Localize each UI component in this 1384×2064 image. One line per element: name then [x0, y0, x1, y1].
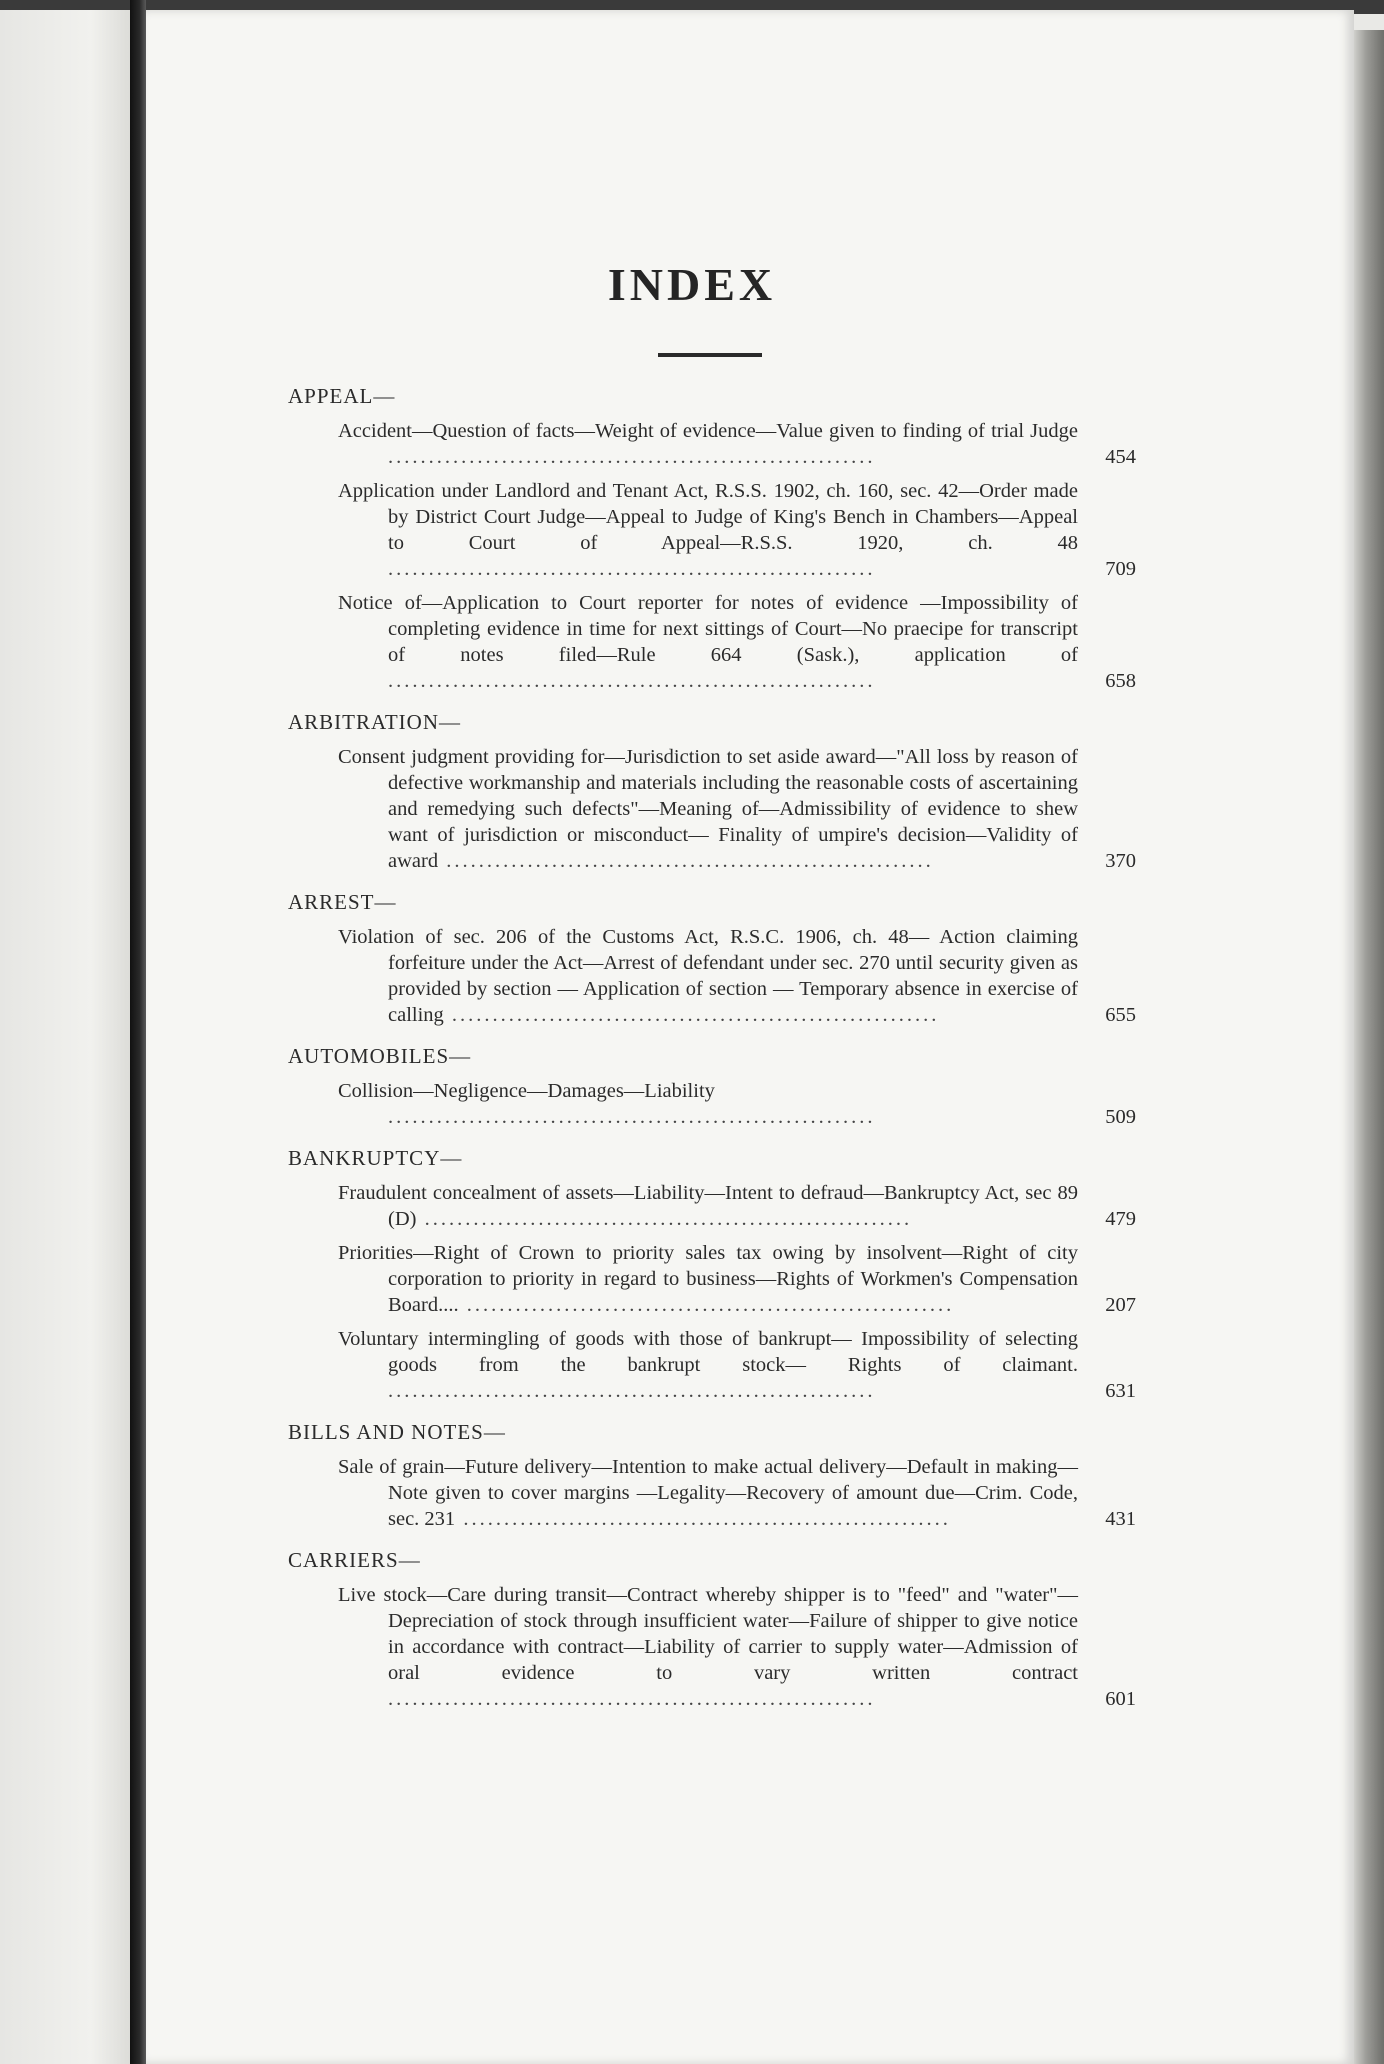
index-entry [338, 1240, 1136, 1318]
index-entry [338, 590, 1136, 694]
dot-leader: ............................................................ [388, 670, 876, 692]
dot-leader: ............................................................ [455, 1508, 951, 1530]
entry-text: Consent judgment providing for—Jurisdiction to set aside award—"All loss by reason of defective workmanship and materials including the reasonable costs of ascertaining and remedying such defects"—Meaning of—Admissibility of evidence to shew want of jurisdiction or misconduct— Finality of umpire's decision—Validity of award [338, 746, 1078, 872]
entry-text: Fraudulent concealment of assets—Liability—Intent to defraud—Bankruptcy Act, sec 89 (D) [338, 1182, 1078, 1230]
index-section [288, 708, 1136, 874]
entry-page-number: 479 [1105, 1208, 1136, 1230]
dot-leader: ............................................................ [458, 1294, 955, 1316]
index-list [288, 382, 1136, 1726]
left-page-edge [0, 10, 130, 2064]
entry-page-number: 207 [1105, 1294, 1136, 1316]
index-section [288, 1042, 1136, 1130]
entry-page-number: 431 [1105, 1508, 1136, 1530]
page-title: INDEX [607, 259, 777, 310]
dot-leader: ............................................................ [388, 1380, 876, 1402]
entry-text: Live stock—Care during transit—Contract whereby shipper is to "feed" and "water"—Depreciation of stock through insufficient water—Failure of shipper to give notice in accordance with contract—Liability of carrier to supply water—Admission of oral evidence to vary written contract [338, 1584, 1078, 1684]
index-section [288, 1418, 1136, 1532]
dot-leader: ............................................................ [443, 1004, 940, 1026]
section-heading: BILLS AND NOTES— [288, 1420, 506, 1444]
right-page-edge [1354, 30, 1384, 2064]
title-rule [658, 353, 762, 357]
dot-leader: ............................................................ [388, 1688, 876, 1710]
dot-leader: ............................................................ [388, 446, 876, 468]
entry-page-number: 658 [1105, 670, 1136, 692]
entry-page-number: 370 [1105, 850, 1136, 872]
index-entry [338, 478, 1136, 582]
index-entry [338, 1078, 1136, 1130]
dot-leader: ............................................................ [438, 850, 934, 872]
entry-page-number: 655 [1105, 1004, 1136, 1026]
index-entry [338, 1582, 1136, 1712]
index-section [288, 382, 1136, 694]
index-entry [338, 1180, 1136, 1232]
index-entry [338, 744, 1136, 874]
entry-text: Priorities—Right of Crown to priority sales tax owing by insolvent—Right of city corporation to priority in regard to business—Rights of Workmen's Compensation Board.... [338, 1242, 1078, 1316]
index-section [288, 1546, 1136, 1712]
dot-leader: ............................................................ [388, 1106, 876, 1128]
section-heading: APPEAL— [288, 384, 396, 408]
entry-text: Violation of sec. 206 of the Customs Act, R.S.C. 1906, ch. 48— Action claiming forfeiture under the Act—Arrest of defendant under sec. 270 until security given as provided by section — Application of section — Temporary absence in exercise of calling [338, 926, 1078, 1026]
index-entry [338, 924, 1136, 1028]
entry-text: Application under Landlord and Tenant Act, R.S.S. 1902, ch. 160, sec. 42—Order made by District Court Judge—Appeal to Judge of King's Bench in Chambers—Appeal to Court of Appeal—R.S.S. 1920, ch. 48 [338, 480, 1078, 554]
section-heading: CARRIERS— [288, 1548, 421, 1572]
entry-page-number: 454 [1105, 446, 1136, 468]
section-heading: ARREST— [288, 890, 397, 914]
entry-text: Sale of grain—Future delivery—Intention to make actual delivery—Default in making—Note given to cover margins —Legality—Recovery of amount due—Crim. Code, sec. 231 [338, 1456, 1078, 1530]
index-section [288, 888, 1136, 1028]
entry-page-number: 601 [1105, 1688, 1136, 1710]
index-section [288, 1144, 1136, 1404]
section-heading: BANKRUPTCY— [288, 1146, 463, 1170]
entry-page-number: 631 [1105, 1380, 1136, 1402]
entry-page-number: 709 [1105, 558, 1136, 580]
entry-text: Collision—Negligence—Damages—Liability [338, 1080, 715, 1102]
index-entry [338, 418, 1136, 470]
entry-text: Voluntary intermingling of goods with those of bankrupt— Impossibility of selecting goods from the bankrupt stock— Rights of claimant. [338, 1328, 1078, 1376]
section-heading: AUTOMOBILES— [288, 1044, 472, 1068]
index-entry [338, 1326, 1136, 1404]
dot-leader: ............................................................ [416, 1208, 913, 1230]
entry-text: Notice of—Application to Court reporter for notes of evidence —Impossibility of completing evidence in time for next sittings of Court—No praecipe for transcript of notes filed—Rule 664 (Sask.), application of [338, 592, 1078, 666]
dot-leader: ............................................................ [388, 558, 876, 580]
entry-page-number: 509 [1105, 1106, 1136, 1128]
entry-text: Accident—Question of facts—Weight of evidence—Value given to finding of trial Judge [338, 420, 1078, 442]
section-heading: ARBITRATION— [288, 710, 461, 734]
index-entry [338, 1454, 1136, 1532]
